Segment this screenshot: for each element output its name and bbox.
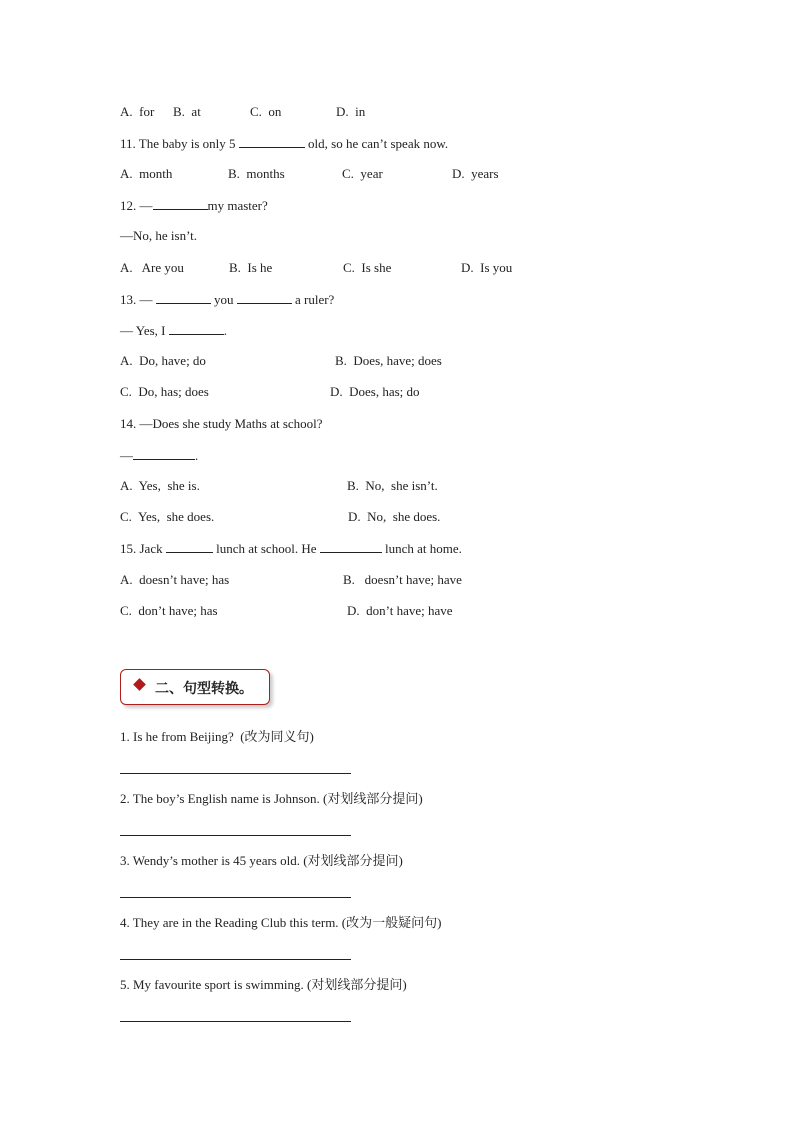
q15-stem: 15. Jack lunch at school. He lunch at home. <box>120 541 462 556</box>
q12-option-b: B. Is he <box>229 260 273 275</box>
q12-option-a: A. Are you <box>120 260 184 275</box>
q15-option-c: C. don’t have; has <box>120 603 218 618</box>
q13-stem: 13. — you a ruler? <box>120 292 335 307</box>
q12-reply: —No, he isn’t. <box>120 228 198 243</box>
answer-line-5 <box>120 1021 351 1022</box>
answer-line-2 <box>120 835 351 836</box>
answer-blank <box>156 291 211 304</box>
q14-option-d: D. No, she does. <box>348 509 441 524</box>
q10-option-c: C. on <box>250 104 282 119</box>
section-title: 二、句型转换。 <box>155 681 253 697</box>
answer-line-3 <box>120 897 351 898</box>
answer-blank <box>133 447 195 460</box>
q11-option-d: D. years <box>452 166 499 181</box>
q14-option-a: A. Yes, she is. <box>120 478 200 493</box>
section-header <box>120 669 270 705</box>
transform-item-5: 5. My favourite sport is swimming. (对划线部分提问) <box>120 977 407 992</box>
q14-reply: — . <box>120 448 199 463</box>
q11-stem: 11. The baby is only 5 old, so he can’t speak now. <box>120 136 449 151</box>
q15-option-a: A. doesn’t have; has <box>120 572 230 587</box>
q10-option-b: B. at <box>173 104 201 119</box>
q14-stem: 14. —Does she study Maths at school? <box>120 416 323 431</box>
q10-option-d: D. in <box>336 104 366 119</box>
transform-item-3: 3. Wendy’s mother is 45 years old. (对划线部分提问) <box>120 853 403 868</box>
answer-blank <box>237 291 292 304</box>
q12-option-c: C. Is she <box>343 260 392 275</box>
q15-option-d: D. don’t have; have <box>347 603 453 618</box>
q11-option-b: B. months <box>228 166 285 181</box>
q14-option-b: B. No, she isn’t. <box>347 478 438 493</box>
q11-option-a: A. month <box>120 166 173 181</box>
q14-option-c: C. Yes, she does. <box>120 509 215 524</box>
q13-option-b: B. Does, have; does <box>335 353 442 368</box>
q13-reply: — Yes, I . <box>120 323 228 338</box>
answer-blank <box>169 322 224 335</box>
q11-option-c: C. year <box>342 166 383 181</box>
transform-item-4: 4. They are in the Reading Club this term. (改为一般疑问句) <box>120 915 442 930</box>
q13-option-d: D. Does, has; do <box>330 384 420 399</box>
transform-item-2: 2. The boy’s English name is Johnson. (对划线部分提问) <box>120 791 423 806</box>
diamond-icon <box>133 678 146 691</box>
q12-option-d: D. Is you <box>461 260 513 275</box>
answer-line-1 <box>120 773 351 774</box>
answer-blank <box>320 540 382 553</box>
answer-line-4 <box>120 959 351 960</box>
q12-stem: 12. — my master? <box>120 198 268 213</box>
answer-blank <box>153 197 208 210</box>
q13-option-c: C. Do, has; does <box>120 384 209 399</box>
answer-blank <box>166 540 213 553</box>
transform-item-1: 1. Is he from Beijing? (改为同义句) <box>120 729 314 744</box>
q10-option-a: A. for <box>120 104 155 119</box>
q13-option-a: A. Do, have; do <box>120 353 206 368</box>
q15-option-b: B. doesn’t have; have <box>343 572 462 587</box>
answer-blank <box>239 135 305 148</box>
